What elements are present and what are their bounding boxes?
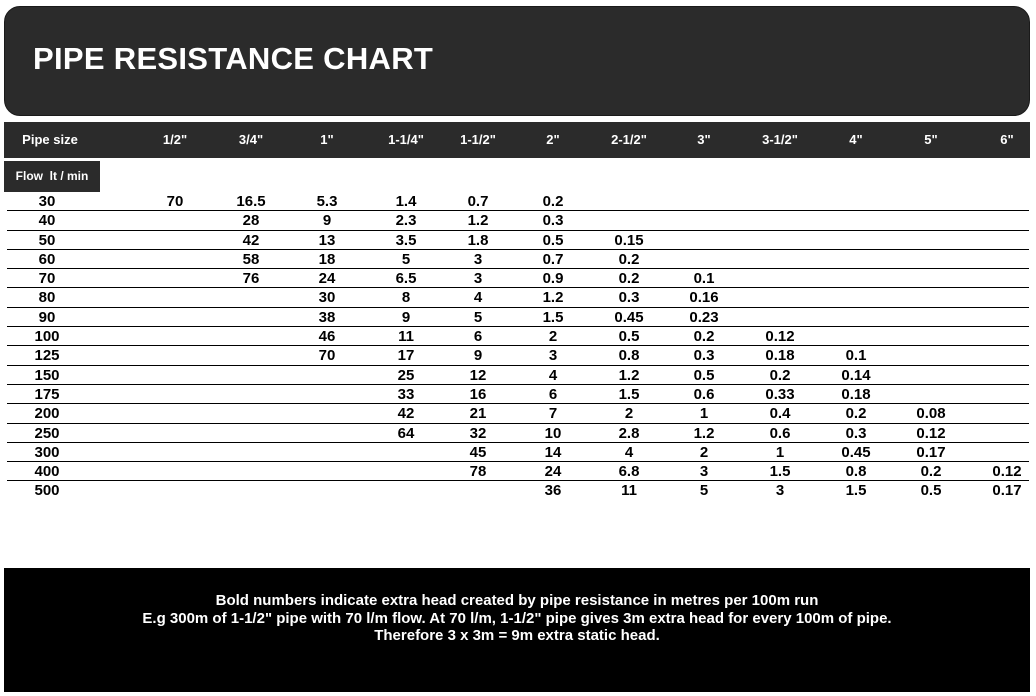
resistance-value-cell: 2.3 [395, 212, 417, 230]
resistance-value-cell: 10 [544, 424, 562, 442]
resistance-value-cell: 28 [242, 212, 260, 230]
resistance-value-cell: 1.2 [693, 424, 715, 442]
pipe-size-header-cell: 5" [924, 132, 938, 147]
resistance-value-cell: 0.5 [693, 366, 715, 384]
flow-unit-label: Flow lt / min [4, 161, 100, 192]
resistance-value-cell: 5 [473, 308, 483, 326]
resistance-value-cell: 3.5 [395, 231, 417, 249]
resistance-value-cell: 21 [469, 405, 487, 423]
pipe-size-header-cell: 1" [320, 132, 334, 147]
pipe-size-header-cell: 2-1/2" [611, 132, 647, 147]
resistance-value-cell: 30 [318, 289, 336, 307]
table-row [7, 192, 1029, 211]
flow-rate-cell: 200 [34, 405, 60, 423]
resistance-value-cell: 6.5 [395, 270, 417, 288]
pipe-size-header-cell: 1/2" [162, 132, 188, 147]
resistance-value-cell: 2.8 [618, 424, 640, 442]
table-row [7, 443, 1029, 462]
resistance-value-cell: 0.5 [542, 231, 564, 249]
resistance-value-cell: 38 [318, 308, 336, 326]
resistance-value-cell: 0.5 [618, 328, 640, 346]
resistance-value-cell: 70 [318, 347, 336, 365]
explanation-footer [4, 568, 1030, 692]
resistance-value-cell: 1.5 [542, 308, 564, 326]
pipe-size-header-cell: 6" [1000, 132, 1014, 147]
flow-rate-cell: 80 [38, 289, 56, 307]
table-row [7, 385, 1029, 404]
resistance-value-cell: 58 [242, 250, 260, 268]
resistance-value-cell: 0.14 [841, 366, 871, 384]
resistance-value-cell: 6.8 [618, 463, 640, 481]
resistance-value-cell: 1.2 [542, 289, 564, 307]
table-row [7, 481, 1029, 500]
flow-rate-cell: 175 [34, 385, 60, 403]
resistance-value-cell: 25 [397, 366, 415, 384]
resistance-value-cell: 0.12 [992, 463, 1022, 481]
resistance-value-cell: 2 [548, 328, 558, 346]
flow-rate-cell: 250 [34, 424, 60, 442]
pipe-size-header-cell: 1-1/2" [460, 132, 496, 147]
resistance-value-cell: 0.15 [614, 231, 644, 249]
resistance-value-cell: 0.3 [845, 424, 867, 442]
resistance-value-cell: 70 [166, 193, 184, 210]
resistance-value-cell: 0.3 [618, 289, 640, 307]
resistance-value-cell: 45 [469, 443, 487, 461]
table-row [7, 269, 1029, 288]
table-row [7, 288, 1029, 307]
table-row [7, 211, 1029, 230]
resistance-value-cell: 24 [318, 270, 336, 288]
flow-rate-cell: 125 [34, 347, 60, 365]
resistance-value-cell: 36 [544, 482, 562, 500]
resistance-value-cell: 1.5 [618, 385, 640, 403]
table-row [7, 366, 1029, 385]
resistance-value-cell: 2 [699, 443, 709, 461]
flow-rate-cell: 70 [38, 270, 56, 288]
resistance-value-cell: 0.1 [845, 347, 867, 365]
resistance-value-cell: 17 [397, 347, 415, 365]
resistance-value-cell: 46 [318, 328, 336, 346]
pipe-size-header-cell: 4" [849, 132, 863, 147]
resistance-value-cell: 3 [473, 250, 483, 268]
flow-rate-cell: 40 [38, 212, 56, 230]
flow-rate-cell: 300 [34, 443, 60, 461]
resistance-value-cell: 0.2 [920, 463, 942, 481]
resistance-value-cell: 42 [242, 231, 260, 249]
resistance-value-cell: 1 [699, 405, 709, 423]
resistance-value-cell: 4 [473, 289, 483, 307]
flow-rate-cell: 150 [34, 366, 60, 384]
resistance-value-cell: 7 [548, 405, 558, 423]
resistance-value-cell: 3 [548, 347, 558, 365]
resistance-value-cell: 0.17 [916, 443, 946, 461]
resistance-value-cell: 14 [544, 443, 562, 461]
resistance-value-cell: 1.4 [395, 193, 417, 210]
resistance-value-cell: 24 [544, 463, 562, 481]
resistance-value-cell: 0.2 [542, 193, 564, 210]
resistance-value-cell: 3 [775, 482, 785, 500]
resistance-value-cell: 4 [548, 366, 558, 384]
resistance-value-cell: 0.2 [845, 405, 867, 423]
resistance-value-cell: 1.5 [769, 463, 791, 481]
resistance-value-cell: 0.16 [689, 289, 719, 307]
resistance-value-cell: 18 [318, 250, 336, 268]
resistance-value-cell: 11 [398, 328, 414, 346]
footer-line-1: Bold numbers indicate extra head created by pipe resistance in metres per 100m run [215, 592, 819, 609]
flow-rate-cell: 500 [34, 482, 60, 500]
table-row [7, 404, 1029, 423]
resistance-value-cell: 13 [318, 231, 336, 249]
resistance-value-cell: 0.7 [542, 250, 564, 268]
resistance-value-cell: 5 [699, 482, 709, 500]
resistance-value-cell: 78 [469, 463, 487, 481]
table-row [7, 346, 1029, 365]
resistance-value-cell: 0.5 [920, 482, 942, 500]
resistance-value-cell: 0.23 [689, 308, 719, 326]
title-banner [4, 6, 1030, 116]
resistance-value-cell: 42 [397, 405, 415, 423]
flow-rate-cell: 90 [38, 308, 56, 326]
pipe-size-header-cell: 3" [697, 132, 711, 147]
resistance-value-cell: 0.33 [765, 385, 795, 403]
resistance-value-cell: 9 [322, 212, 332, 230]
resistance-value-cell: 0.7 [467, 193, 489, 210]
resistance-value-cell: 5.3 [316, 193, 338, 210]
page-title: PIPE RESISTANCE CHART [33, 41, 434, 76]
pipe-size-header-row [4, 122, 1030, 158]
table-row [7, 231, 1029, 250]
resistance-value-cell: 0.45 [614, 308, 644, 326]
footer-line-3: Therefore 3 x 3m = 9m extra static head. [374, 627, 660, 644]
resistance-value-cell: 2 [624, 405, 634, 423]
table-row [7, 250, 1029, 269]
resistance-value-cell: 0.8 [618, 347, 640, 365]
resistance-value-cell: 0.12 [765, 328, 795, 346]
pipe-size-header-cell: 3/4" [238, 132, 264, 147]
resistance-value-cell: 0.2 [618, 250, 640, 268]
resistance-value-cell: 0.12 [916, 424, 946, 442]
resistance-value-cell: 0.17 [992, 482, 1022, 500]
resistance-value-cell: 9 [473, 347, 483, 365]
resistance-value-cell: 0.08 [916, 405, 946, 423]
flow-rate-cell: 50 [38, 231, 56, 249]
resistance-value-cell: 76 [242, 270, 260, 288]
resistance-value-cell: 4 [624, 443, 634, 461]
resistance-value-cell: 1.2 [467, 212, 489, 230]
resistance-value-cell: 0.18 [841, 385, 871, 403]
table-row [7, 462, 1029, 481]
flow-rate-cell: 400 [34, 463, 60, 481]
footer-line-2: E.g 300m of 1-1/2" pipe with 70 l/m flow. At 70 l/m, 1-1/2" pipe gives 3m extra head for every 100m of pipe. [142, 609, 892, 627]
resistance-value-cell: 33 [397, 385, 415, 403]
resistance-value-cell: 1.5 [845, 482, 867, 500]
flow-rate-cell: 60 [38, 250, 56, 268]
pipe-size-header-cell: 3-1/2" [762, 132, 798, 147]
resistance-value-cell: 6 [548, 385, 558, 403]
resistance-value-cell: 0.2 [618, 270, 640, 288]
resistance-value-cell: 0.1 [693, 270, 715, 288]
resistance-value-cell: 3 [473, 270, 483, 288]
resistance-value-cell: 0.9 [542, 270, 564, 288]
resistance-value-cell: 0.2 [769, 366, 791, 384]
resistance-value-cell: 0.6 [693, 385, 715, 403]
table-row [7, 308, 1029, 327]
resistance-value-cell: 64 [397, 424, 415, 442]
resistance-value-cell: 1.2 [618, 366, 640, 384]
flow-rate-cell: 100 [34, 328, 60, 346]
resistance-value-cell: 0.4 [769, 405, 791, 423]
resistance-value-cell: 16 [469, 385, 487, 403]
resistance-value-cell: 1 [775, 443, 785, 461]
resistance-table [0, 192, 1036, 501]
resistance-value-cell: 0.18 [765, 347, 795, 365]
resistance-value-cell: 6 [473, 328, 483, 346]
resistance-value-cell: 0.45 [841, 443, 871, 461]
resistance-value-cell: 5 [401, 250, 411, 268]
resistance-value-cell: 9 [401, 308, 411, 326]
resistance-value-cell: 0.3 [542, 212, 564, 230]
resistance-value-cell: 11 [621, 482, 637, 500]
resistance-value-cell: 12 [469, 366, 487, 384]
flow-rate-cell: 30 [38, 193, 56, 210]
resistance-value-cell: 0.8 [845, 463, 867, 481]
resistance-value-cell: 0.2 [693, 328, 715, 346]
resistance-value-cell: 3 [699, 463, 709, 481]
resistance-value-cell: 32 [469, 424, 487, 442]
resistance-value-cell: 8 [401, 289, 411, 307]
pipe-size-label: Pipe size [22, 132, 78, 147]
pipe-size-header-cell: 2" [546, 132, 560, 147]
resistance-value-cell: 0.6 [769, 424, 791, 442]
resistance-value-cell: 0.3 [693, 347, 715, 365]
resistance-value-cell: 16.5 [236, 193, 266, 210]
table-row [7, 424, 1029, 443]
table-row [7, 327, 1029, 346]
resistance-value-cell: 1.8 [467, 231, 489, 249]
pipe-size-header-cell: 1-1/4" [388, 132, 424, 147]
